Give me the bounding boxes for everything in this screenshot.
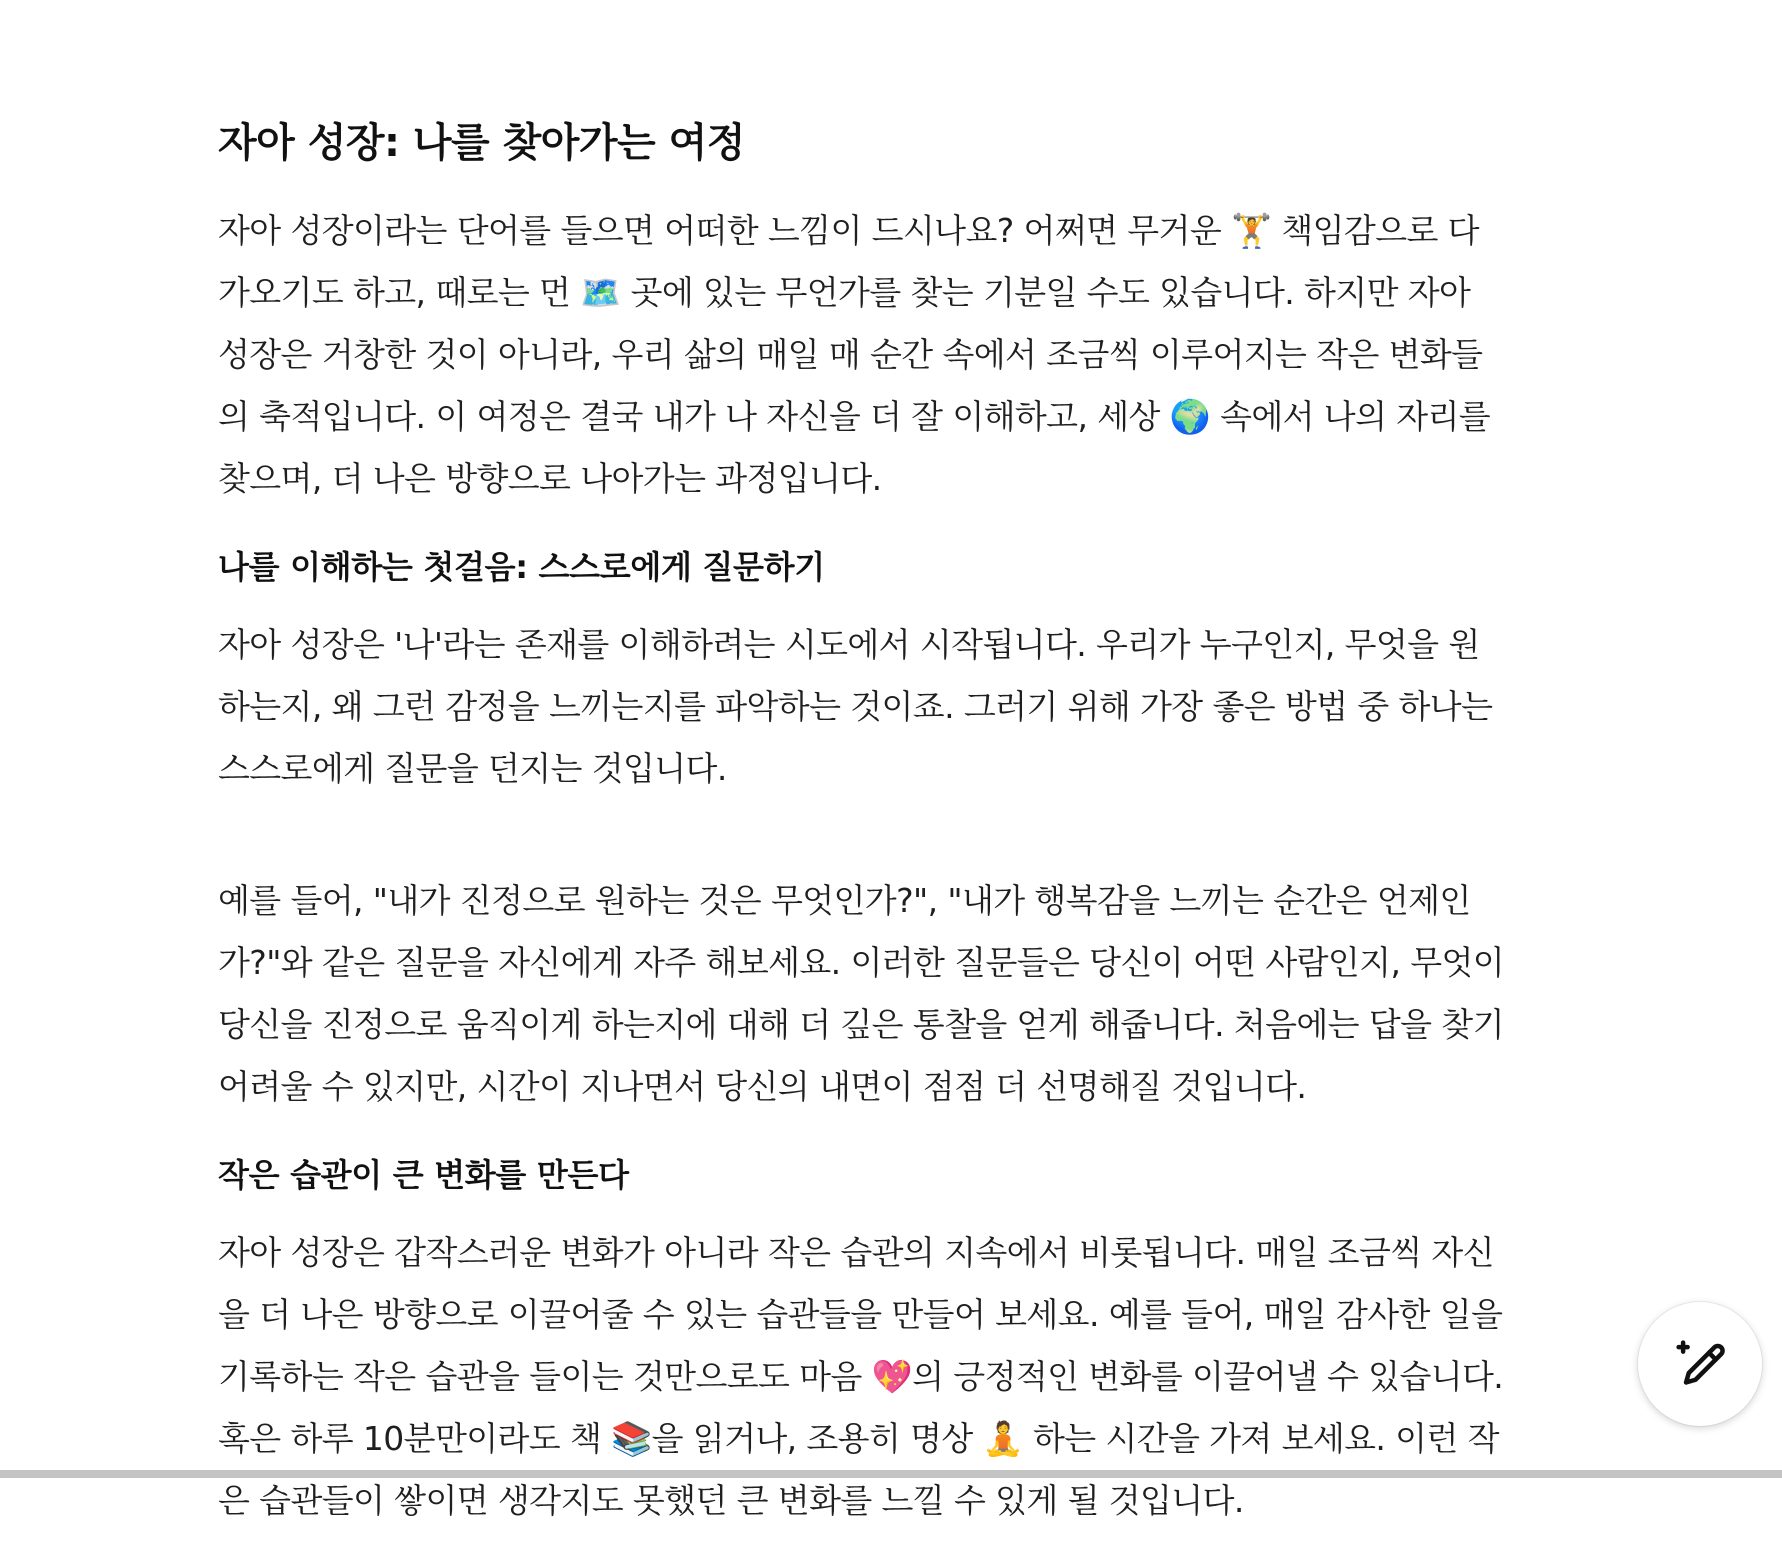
- section-self-questioning: [218, 542, 1508, 1118]
- article: [218, 112, 1508, 1564]
- section-paragraph: 자아 성장은 갑작스러운 변화가 아니라 작은 습관의 지속에서 비롯됩니다. 매일 조금씩 자신을 더 나은 방향으로 이끌어줄 수 있는 습관들을 만들어 보세요. 예를 들어, 매일 감사한 일을 기록하는 작은 습관을 들이는 것만으로도 마음 💖의 긍정적인 변화를 이끌어낼 수 있습니다. 혹은 하루 10분만이라도 책 📚을 읽거나, 조용히 명상 🧘 하는 시간을 가져 보세요. 이런 작은 습관들이 쌓이면 생각지도 못했던 큰 변화를 느낄 수 있게 될 것입니다.: [218, 1233, 1504, 1520]
- magic-pen-icon: [1673, 1337, 1727, 1391]
- ai-write-button[interactable]: [1638, 1302, 1762, 1426]
- section-heading: 나를 이해하는 첫걸음: 스스로에게 질문하기: [218, 548, 825, 586]
- section-heading: 작은 습관이 큰 변화를 만든다: [218, 1156, 629, 1194]
- section-paragraph: 자아 성장은 '나'라는 존재를 이해하려는 시도에서 시작됩니다. 우리가 누구인지, 무엇을 원하는지, 왜 그런 감정을 느끼는지를 파악하는 것이죠. 그러기 위해 가장 좋은 방법 중 하나는 스스로에게 질문을 던지는 것입니다.: [218, 625, 1493, 788]
- article-title: 자아 성장: 나를 찾아가는 여정: [218, 120, 745, 166]
- section-paragraph: 예를 들어, "내가 진정으로 원하는 것은 무엇인가?", "내가 행복감을 느끼는 순간은 언제인가?"와 같은 질문을 자신에게 자주 해보세요. 이러한 질문들은 당신이 어떤 사람인지, 무엇이 당신을 진정으로 움직이게 하는지에 대해 더 깊은 통찰을 얻게 해줍니다. 처음에는 답을 찾기 어려울 수 있지만, 시간이 지나면서 당신의 내면이 점점 더 선명해질 것입니다.: [218, 881, 1505, 1106]
- intro-paragraph: 자아 성장이라는 단어를 들으면 어떠한 느낌이 드시나요? 어쩌면 무거운 🏋️ 책임감으로 다가오기도 하고, 때로는 먼 🗺️ 곳에 있는 무언가를 찾는 기분일 수도 있습니다. 하지만 자아 성장은 거창한 것이 아니라, 우리 삶의 매일 매 순간 속에서 조금씩 이루어지는 작은 변화들의 축적입니다. 이 여정은 결국 내가 나 자신을 더 잘 이해하고, 세상 🌍 속에서 나의 자리를 찾으며, 더 나은 방향으로 나아가는 과정입니다.: [218, 211, 1491, 498]
- bottom-scroll-edge: [0, 1470, 1782, 1478]
